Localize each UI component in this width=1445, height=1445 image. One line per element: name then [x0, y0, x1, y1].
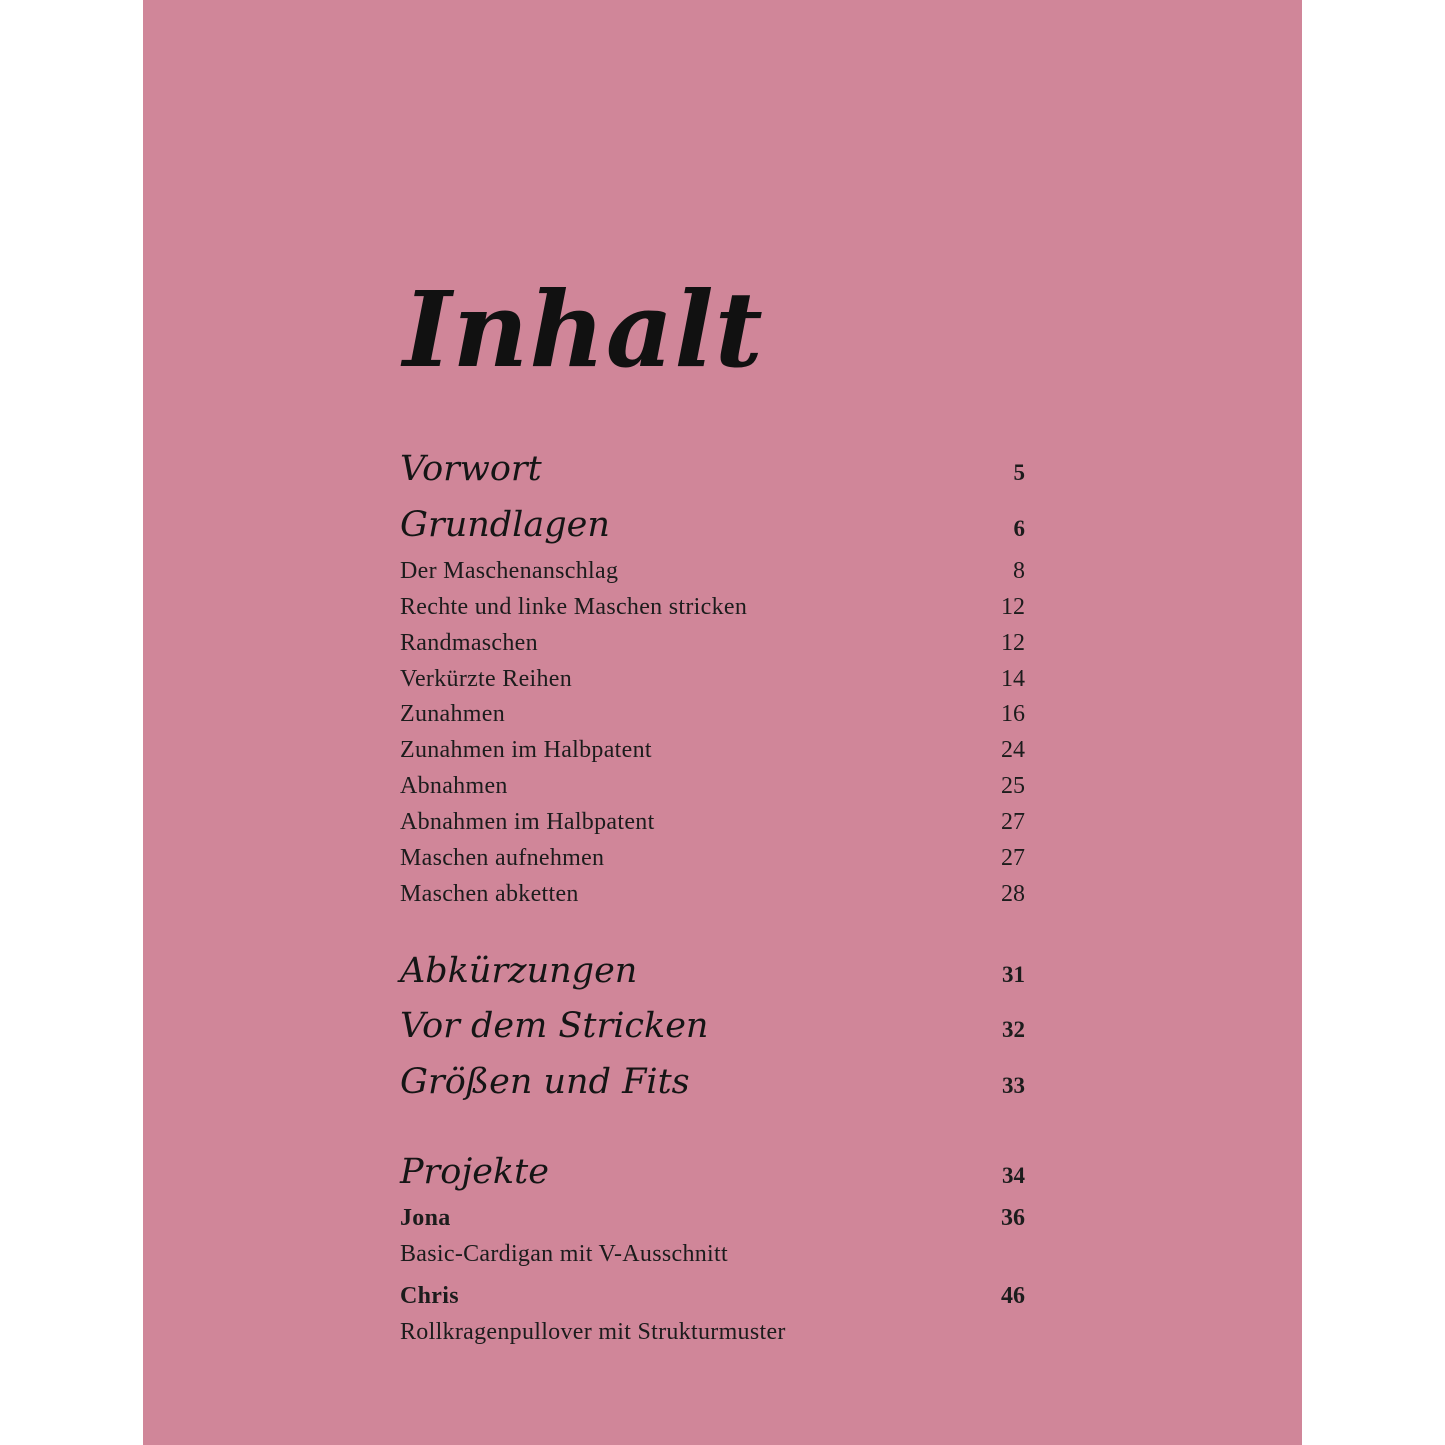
toc-entry [400, 770, 1025, 802]
toc-entry [400, 555, 1025, 587]
toc-section-label: Vorwort [400, 449, 542, 489]
toc-entry-label: Abnahmen im Halbpatent [400, 809, 655, 835]
toc-project-chris [400, 1280, 1025, 1312]
toc-project-name: Chris [400, 1283, 459, 1309]
toc-entry [400, 663, 1025, 695]
toc-entry [400, 878, 1025, 910]
toc-entry [400, 591, 1025, 623]
toc-entry [400, 734, 1025, 766]
toc-page-number: 14 [1001, 666, 1025, 692]
toc-section-label: Abkürzungen [400, 951, 638, 991]
toc-section-label: Größen und Fits [400, 1062, 690, 1102]
toc-page-number: 46 [1001, 1283, 1025, 1309]
toc-page-number: 8 [1013, 558, 1025, 584]
toc-section-abkuerzungen [400, 949, 1025, 993]
toc-page-number: 36 [1001, 1205, 1025, 1231]
toc-page-number: 33 [1002, 1073, 1025, 1098]
toc-page-number: 27 [1001, 845, 1025, 871]
toc-entry-label: Randmaschen [400, 630, 538, 656]
toc-project-jona [400, 1202, 1025, 1234]
toc-project-description-label: Basic-Cardigan mit V-Ausschnitt [400, 1241, 728, 1267]
toc-project-name: Jona [400, 1205, 451, 1231]
toc-entry-label: Zunahmen [400, 701, 506, 727]
toc-page-number: 31 [1002, 962, 1025, 987]
toc-entry-label: Rechte und linke Maschen stricken [400, 594, 748, 620]
toc-entry [400, 842, 1025, 874]
toc-entry-label: Abnahmen [400, 773, 508, 799]
toc-project-description-label: Rollkragenpullover mit Strukturmuster [400, 1319, 786, 1345]
toc-section-label: Grundlagen [400, 505, 610, 545]
toc-entry-label: Zunahmen im Halbpatent [400, 737, 652, 763]
toc-section-vorwort [400, 447, 1025, 491]
toc-entry-label: Der Maschenanschlag [400, 558, 619, 584]
toc-section-grundlagen [400, 503, 1025, 547]
toc-entry-label: Maschen abketten [400, 881, 579, 907]
toc-project-description [400, 1316, 1025, 1348]
toc-page-number: 12 [1001, 594, 1025, 620]
toc-project-description [400, 1238, 1025, 1270]
toc-entry [400, 627, 1025, 659]
toc-section-label: Vor dem Stricken [400, 1006, 709, 1046]
toc-section-groessen [400, 1060, 1025, 1104]
page-title: Inhalt [403, 268, 764, 391]
toc-entry-label: Maschen aufnehmen [400, 845, 605, 871]
toc-page-number: 6 [1013, 516, 1025, 541]
toc-page-number: 32 [1002, 1017, 1025, 1042]
toc-section-vor-dem-stricken [400, 1004, 1025, 1048]
toc-entry [400, 806, 1025, 838]
toc-page-number: 24 [1001, 737, 1025, 763]
toc-section-label: Projekte [400, 1152, 549, 1192]
toc-entry-label: Verkürzte Reihen [400, 666, 573, 692]
toc-page-number: 16 [1001, 701, 1025, 727]
toc-page-number: 27 [1001, 809, 1025, 835]
toc-page-number: 12 [1001, 630, 1025, 656]
toc-page-number: 34 [1002, 1163, 1025, 1188]
toc-page-number: 28 [1001, 881, 1025, 907]
toc-entry [400, 698, 1025, 730]
toc-page-number: 5 [1013, 460, 1025, 485]
toc-section-projekte [400, 1150, 1025, 1194]
toc-page-number: 25 [1001, 773, 1025, 799]
